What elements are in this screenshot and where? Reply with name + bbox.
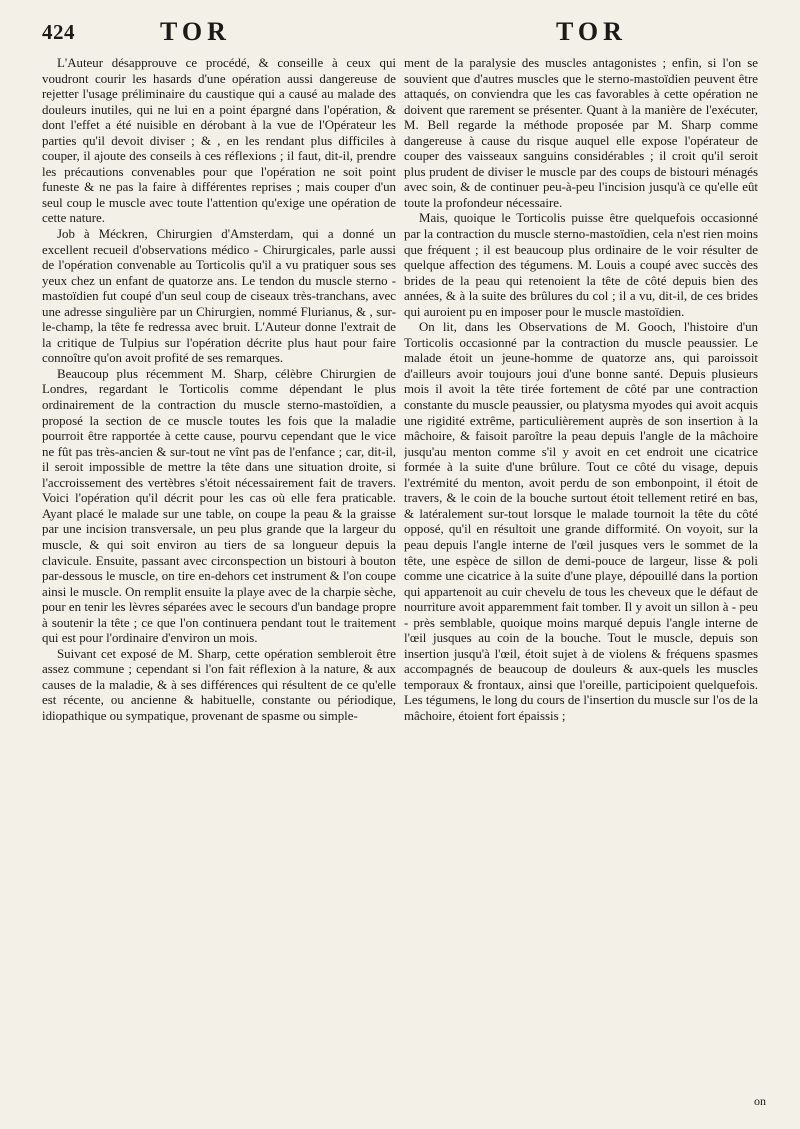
left-column	[42, 56, 396, 1116]
paragraph: Job à Méckren, Chirurgien d'Amsterdam, qui a donné un excellent recueil d'observations médico - Chirurgicales, parle aussi de l'opération convenable au Torticolis qu'il a vu pratiquer sous ses yeux chez un enfant de quatorze ans. Le tendon du muscle sterno - mastoïdien fut coupé d'un seul coup de ciseaux très-tranchans, avec une adresse singulière par un Chirurgien, nommé Flurianus, & , sur-le-champ, la tête fe redressa avec bruit. L'Auteur donne l'extrait de la critique de Tulpius sur l'opération décrite plus haut pour faire connoître qu'on avoit profité de ses remarques.	[42, 227, 396, 366]
paragraph: Suivant cet exposé de M. Sharp, cette opération sembleroit être assez commune ; cependant si l'on fait réflexion à la nature, & aux causes de la maladie, & à ses différences qui résultent de ce qu'elle est récente, ou ancienne & habituelle, constante ou périodique, idiopathique ou sympatique, provenant de spasme ou simple-	[42, 646, 396, 723]
running-head-right: TOR	[556, 17, 627, 46]
page-number: 424	[42, 20, 75, 44]
paragraph: Beaucoup plus récemment M. Sharp, célèbre Chirurgien de Londres, regardant le Torticolis comme dépendant le plus ordinairement de la contraction du muscle sterno-mastoïdien, a proposé la section de ce muscle toutes les fois que la maladie pourroit être rapportée à cette cause, pourvu cependant que le vice ne fût pas très-ancien & sur-tout ne vînt pas de l'enfance ; car, dit-il, il seroit impossible de mettre la tête dans une situation droite, si l'accroissement des vertèbres s'étoit nécessairement fait de travers. Voici l'opération qu'il décrit pour les cas où elle fera praticable. Ayant placé le malade sur une table, on coupe la peau & la graisse par une incision transversale, un peu plus grande que la largeur du muscle, & qui soit environ au tiers de sa longueur depuis la clavicule. Ensuite, passant avec circonspection un bistouri à bouton par-dessous le muscle, on tire en-dehors cet instrument & l'on coupe ainsi le muscle. On remplit ensuite la playe avec de la charpie sèche, pour en tenir les lèvres séparées avec le secours d'un bandage propre à soutenir la tête ; ce que l'on continuera pendant tout le traitement qui est pour l'ordinaire d'environ un mois.	[42, 366, 396, 646]
running-head-left: TOR	[160, 17, 231, 46]
paragraph: Mais, quoique le Torticolis puisse être quelquefois occasionné par la contraction du muscle sterno-mastoïdien, cela n'est rien moins que fréquent ; il est beaucoup plus ordinaire de le voir résulter de quelque affection des tégumens. M. Louis a coupé avec succès des brides de la peau qui retenoient la tête de côté depuis bien des années, & à la suite des brûlures du col ; il a vu, dit-il, de ces brides qui auroient pu en imposer pour le muscle mastoïdien.	[404, 211, 758, 319]
catchword: on	[754, 1094, 766, 1108]
running-header	[0, 14, 800, 44]
right-column	[404, 56, 758, 1116]
paragraph: L'Auteur désapprouve ce procédé, & conseille à ceux qui voudront courir les hasards d'une opération aussi dangereuse de rejetter l'usage préliminaire du caustique qui a causé au malade des douleurs inutiles, qui ne lui en a point épargné dans l'opération, & dont l'effet a été nuisible en dérobant à la vue de l'Opérateur les parties qu'il devoit diviser ; & , en les rendant plus difficiles à couper, il ajoute des conseils à ces réflexions ; il faut, dit-il, prendre les précautions convenables pour que l'opération ne soit point funeste & ne pas la faire à différentes reprises ; mais couper d'un seul coup le muscle avec toute l'attention qu'exige une opération de cette nature.	[42, 56, 396, 226]
paragraph: On lit, dans les Observations de M. Gooch, l'histoire d'un Torticolis occasionné par la contraction du muscle peaussier. Le malade étoit un jeune-homme de quatorze ans, qui paroissoit d'ailleurs avoir toujours joui d'une bonne santé. Depuis plusieurs mois il avoit la tête tirée fortement de côté par une contraction constante du muscle peaussier, ou platysma myodes qui avoit acquis une rigidité extrême, particulièrement auprès de son insertion à la mâchoire, & faisoit paroître la peau depuis l'angle de la mâchoire jusqu'au menton comme s'il y avoit en cet endroit une cicatrice formée à la suite d'une brûlure. Tout ce côté du visage, depuis l'extrémité du menton, avoit perdu de son embonpoint, il étoit de travers, & le coin de la bouche surtout étoit tellement retiré en bas, & latéralement sur-tout lorsque le malade tournoit la tête du côté opposé, qu'il en résultoit une grande difformité. On voyoit, sur la peau depuis l'angle interne de l'œil jusques vers le sommet de la tête, une espèce de sillon de demi-pouce de largeur, lisse & poli comme une cicatrice à la suite d'une playe, dépouillé dans la portion qui appartenoit au cuir chevelu de tous les cheveux que le défaut de nourriture avoit apparemment fait tomber. Il y avoit un sillon à - peu - près semblable, quoique moins marqué depuis l'angle interne de l'œil jusques au coin de la bouche. Tout le muscle, depuis son insertion jusqu'à l'œil, étoit sujet à de violens & fréquens spasmes accompagnés de beaucoup de douleurs & aux-quels les muscles temporaux & frontaux, ainsi que l'oreille, participoient quelquefois. Les tégumens, le long du cours de l'insertion du muscle sur l'os de la mâchoire, étoient fort épaissis ;	[404, 320, 758, 723]
paragraph: ment de la paralysie des muscles antagonistes ; enfin, si l'on se souvient que d'autres muscles que le sterno-mastoïdien peuvent être attaqués, on conviendra que les cas favorables à cette opération ne doivent que rarement se présenter. Quant à la manière de l'exécuter, M. Bell regarde la méthode proposée par M. Sharp comme dangereuse à cause du risque auquel elle expose l'opérateur de couper des vaisseaux sanguins considérables ; il croit qu'il seroit plus prudent de diviser le muscle par des coups de bistouri ménagés avec soin, & de continuer peu-à-peu l'incision jusqu'à ce qu'elle eût toute la profondeur nécessaire.	[404, 56, 758, 210]
